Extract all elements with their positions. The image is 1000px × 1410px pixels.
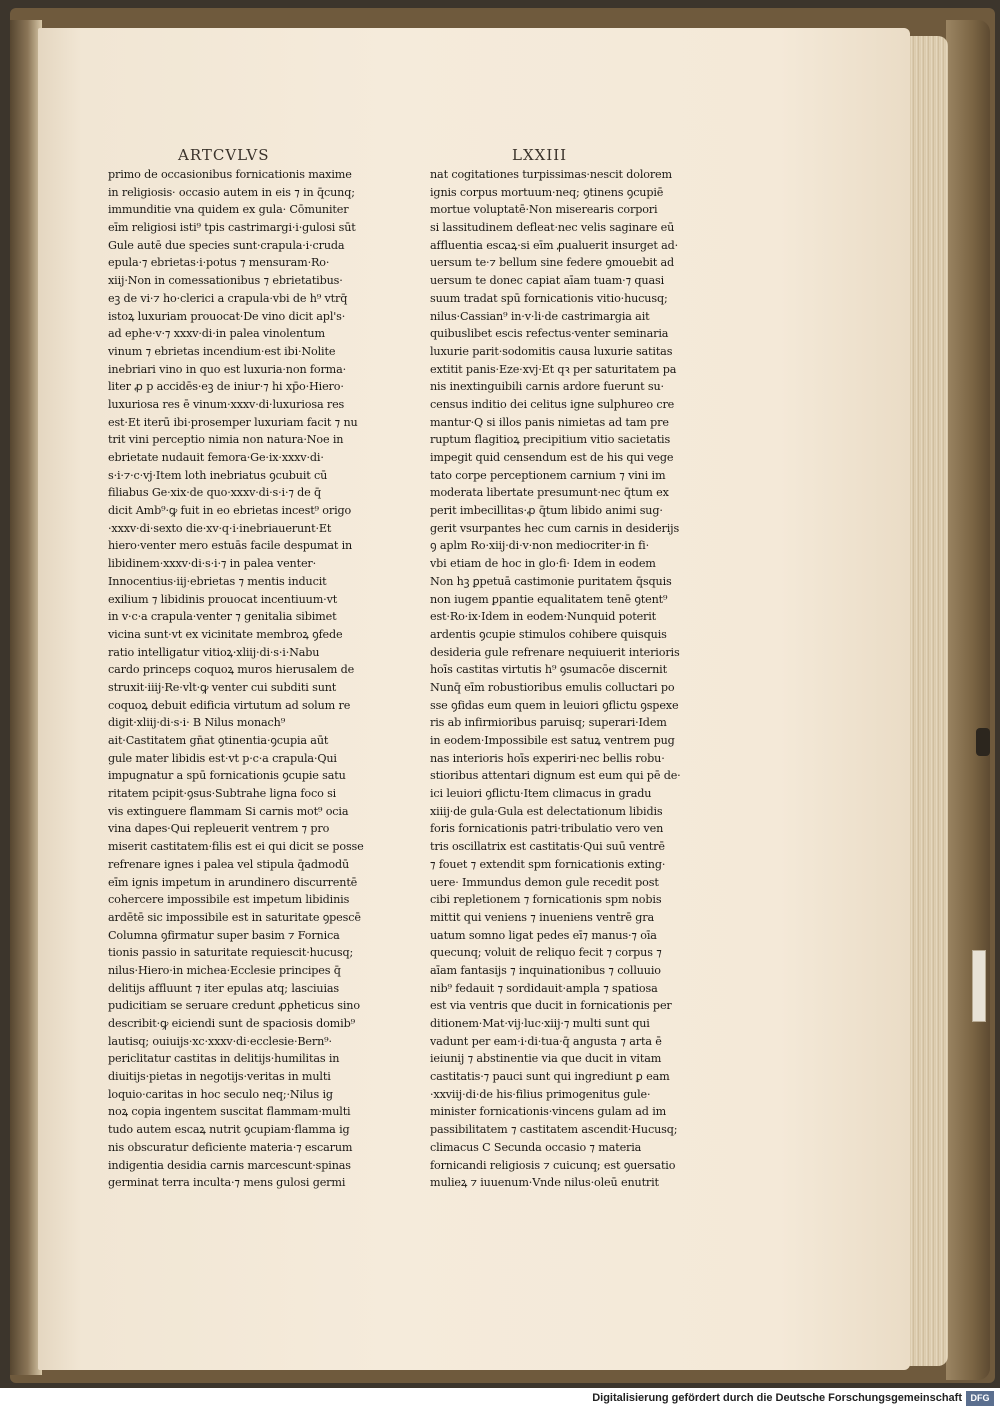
text-line: passibilitatem ⁊ castitatem ascendit·Hucusq; xyxy=(430,1123,678,1137)
text-line: ad ephe·v·⁊ xxxv·di·in palea vinolentum xyxy=(108,327,325,341)
text-line: liter ꝓ p accidēs·eꝫ de iniur·⁊ hi xp̄o·Hiero· xyxy=(108,380,344,394)
text-line: loquio·caritas in hoc seculo neq;·Nilus ig xyxy=(108,1087,333,1101)
text-line: extitit panis·Eze·xvj·Et qꝛ per saturitatem pa xyxy=(430,362,677,376)
text-line: uersum te·⁊ bellum sine federe ꝯmouebit ad xyxy=(430,256,675,270)
text-line: describit·ꝙ eiciendi sunt de spaciosis domib⁹ xyxy=(108,1017,355,1030)
text-line: exilium ⁊ libidinis prouocat incentiuum·vt xyxy=(108,592,338,606)
text-line: pudicitiam se seruare credunt ꝓpheticus sino xyxy=(108,999,360,1013)
text-line: ꝯ aplm Ro·xiij·di·v·non mediocriter·in fi· xyxy=(430,539,650,553)
text-line: miserit castitatem·filis est ei qui dicit se posse xyxy=(108,840,364,854)
text-line: ardētē sic impossibile est in saturitate ꝯpescē xyxy=(108,910,361,924)
text-column-left xyxy=(108,166,376,1192)
funding-note: Digitalisierung gefördert durch die Deutsche Forschungsgemeinschaft xyxy=(592,1392,962,1404)
text-line: nat cogitationes turpissimas·nescit dolorem xyxy=(430,168,672,181)
text-line: hiero·venter mero estuās facile despumat in xyxy=(108,539,353,553)
text-line: sse ꝯfidas eum quem in leuiori ꝯflictu ꝯspexe xyxy=(430,698,679,712)
text-line: xiij·Non in comessationibus ⁊ ebrietatibus· xyxy=(108,274,343,288)
text-line: uere· Immundus demon gule recedit post xyxy=(430,875,659,889)
text-line: ⁊ fouet ⁊ extendit spm fornicationis exting· xyxy=(430,857,666,871)
text-line: primo de occasionibus fornicationis maxime xyxy=(108,168,352,181)
text-line: est·Ro·ix·Idem in eodem·Nunquid poterit xyxy=(430,610,657,624)
text-line: desideria gule refrenare nequiuerit interioris xyxy=(430,645,680,659)
text-line: gule mater libidis est·vt p·c·a crapula·Qui xyxy=(108,751,337,765)
text-line: tionis passio in saturitate requiescit·hucusq; xyxy=(108,946,354,960)
text-line: Non hꝫ ꝑpetuā castimonie puritatem q̄squis xyxy=(430,574,672,588)
fore-edge-binding xyxy=(946,20,990,1380)
text-line: nis obscuratur deficiente materia·⁊ escarum xyxy=(108,1140,353,1154)
text-line: coquoꝝ debuit edificia virtutum ad solum re xyxy=(108,698,351,712)
text-line: vadunt per eam·i·di·tua·q̄ angusta ⁊ arta ē xyxy=(430,1034,662,1048)
text-line: noꝝ copia ingentem suscitat flammam·multi xyxy=(108,1105,351,1119)
text-line: est·Et iterū ibi·prosemper luxuriam facit ⁊ nu xyxy=(108,415,358,429)
text-line: refrenare ignes i palea vel stipula q̄admodū xyxy=(108,857,350,871)
running-head: ARTCVLVS xyxy=(178,146,270,164)
text-line: nib⁹ fedauit ⁊ sordidauit·ampla ⁊ spatiosa xyxy=(430,981,658,995)
text-line: ici leuiori ꝯflictu·Item climacus in gradu xyxy=(430,787,652,801)
text-line: ieiunij ⁊ abstinentie via que ducit in vitam xyxy=(430,1052,662,1066)
text-line: affluentia escaꝝ·si eīm ꝓualuerit insurget ad· xyxy=(430,238,679,252)
text-line: nis inextinguibili carnis ardore fuerunt su· xyxy=(430,380,664,394)
text-line: vinum ⁊ ebrietas incendium·est ibi·Nolite xyxy=(108,344,336,358)
text-line: digit·xliij·di·s·i· B Nilus monach⁹ xyxy=(108,716,286,730)
text-line: fornicandi religiosis ⁊ cuicunq; est ꝯuersatio xyxy=(430,1158,676,1172)
text-column-right xyxy=(430,166,692,1192)
text-line: tris oscillatrix est castitatis·Qui suū ventrē xyxy=(430,840,665,854)
text-line: tudo autem escaꝝ nutrit ꝯcupiam·flamma ig xyxy=(108,1123,350,1137)
text-line: census inditio dei celitus igne sulphureo cre xyxy=(430,397,675,411)
text-line: Columna ꝯfirmatur super basim ⁊ Fornica xyxy=(108,928,340,942)
text-line: germinat terra inculta·⁊ mens gulosi germi xyxy=(108,1176,346,1190)
footer-bar xyxy=(0,1388,1000,1410)
text-line: ditionem·Mat·vij·luc·xiij·⁊ multi sunt qui xyxy=(430,1017,650,1030)
text-line: gerit vsurpantes hec cum carnis in desiderijs xyxy=(430,521,680,535)
text-line: in eodem·Impossibile est satuꝝ ventrem pug xyxy=(430,734,675,747)
text-line: mittit qui veniens ⁊ inueniens ventrē gra xyxy=(430,910,654,924)
dfg-logo: DFG xyxy=(966,1391,994,1406)
text-line: mortue voluptatē·Non miserearis corpori xyxy=(430,203,658,217)
text-line: stioribus attentari dignum est eum qui pē de· xyxy=(430,769,681,783)
text-line: ebrietate nudauit femora·Ge·ix·xxxv·di· xyxy=(108,451,324,464)
text-line: vis extinguere flammam Si carnis mot⁹ ocia xyxy=(108,804,349,818)
text-line: libidinem·xxxv·di·s·i·⁊ in palea venter· xyxy=(108,557,317,571)
text-line: impugnatur a spū fornicationis ꝯcupie satu xyxy=(108,769,346,783)
text-line: s·i·⁊·c·vj·Item loth inebriatus ꝯcubuit cū xyxy=(108,468,328,482)
text-line: quecunq; voluit de reliquo fecit ⁊ corpus ⁊ xyxy=(430,946,662,960)
text-line: periclitatur castitas in delitijs·humilitas in xyxy=(108,1052,340,1066)
text-line: immunditie vna quidem ex gula· Cōmuniter xyxy=(108,203,349,217)
text-line: cohercere impossibile est impetum libidinis xyxy=(108,893,350,907)
text-line: perit imbecillitas·ꝓ q̄tum libido animi sug· xyxy=(430,504,663,518)
text-line: uatum somno ligat pedes eī⁊ manus·⁊ oīa xyxy=(430,928,657,942)
text-line: ·xxviij·di·de his·filius primogenitus gule· xyxy=(430,1087,651,1101)
text-line: eīm ignis impetum in arundinero discurrentē xyxy=(108,875,358,889)
text-line: trit vini perceptio nimia non natura·Noe in xyxy=(108,433,344,447)
text-line: vina dapes·Qui repleuerit ventrem ⁊ pro xyxy=(108,822,330,836)
text-line: ardentis ꝯcupie stimulos cohibere quisquis xyxy=(430,627,667,641)
text-line: ait·Castitatem gn̄at ꝯtinentia·ꝯcupia aūt xyxy=(108,734,329,747)
bookmark-tab xyxy=(972,950,986,1022)
text-line: lautisq; ouiuijs·xc·xxxv·di·ecclesie·Bern⁹· xyxy=(108,1034,332,1048)
text-line: xiiij·de gula·Gula est delectationum libidis xyxy=(430,804,663,818)
text-line: delitijs affluunt ⁊ iter epulas atq; lasciuias xyxy=(108,981,340,995)
text-line: tato corpe perceptionem carnium ⁊ vini im xyxy=(430,468,666,482)
text-line: dicit Amb⁹·ꝙ fuit in eo ebrietas incest⁹ origo xyxy=(108,504,352,518)
text-line: Nunq̄ eīm robustioribus emulis colluctari po xyxy=(430,680,675,694)
text-line: Innocentius·iij·ebrietas ⁊ mentis inducit xyxy=(108,574,327,588)
text-line: struxit·iiij·Re·vlt·ꝙ venter cui subditi sunt xyxy=(108,680,337,694)
text-line: ruptum flagitioꝝ precipitium vitio sacietatis xyxy=(430,433,671,447)
text-line: in v·c·a crapula·venter ⁊ genitalia sibimet xyxy=(108,610,337,624)
text-line: Gule autē due species sunt·crapula·i·cruda xyxy=(108,238,345,252)
text-line: vicina sunt·vt ex vicinitate membroꝝ ꝯfede xyxy=(108,627,343,641)
text-line: hoīs castitas virtutis h⁹ ꝯsumacōe discernit xyxy=(430,663,667,677)
text-line: minister fornicationis·vincens gulam ad im xyxy=(430,1105,667,1119)
text-line: filiabus Ge·xix·de quo·xxxv·di·s·i·⁊ de q̄ xyxy=(108,486,322,500)
text-line: eīm religiosi isti⁹ tpis castrimargi·i·gulosi sūt xyxy=(108,221,356,235)
text-line: ·xxxv·di·sexto die·xv·q·i·inebriauerunt·Et xyxy=(108,521,332,535)
text-line: nas interioris hoīs experiri·nec bellis robu· xyxy=(430,751,665,765)
text-line: climacus C Secunda occasio ⁊ materia xyxy=(430,1140,642,1154)
text-line: vbi etiam de hoc in glo·fi· Idem in eodem xyxy=(430,557,656,571)
text-line: ris ab infirmioribus paruisq; superari·Idem xyxy=(430,716,667,730)
folio-number: LXXIII xyxy=(512,146,568,164)
text-line: ratio intelligatur vitioꝝ·xliij·di·s·i·Nabu xyxy=(108,645,320,659)
text-line: istoꝝ luxuriam prouocat·De vino dicit apl's· xyxy=(108,309,346,323)
text-line: quibuslibet escis refectus·venter seminaria xyxy=(430,327,669,341)
clasp-icon xyxy=(976,728,990,756)
text-line: foris fornicationis patri·tribulatio vero ven xyxy=(430,822,664,836)
text-line: moderata libertate presumunt·nec q̄tum ex xyxy=(430,486,669,500)
text-line: epula·⁊ ebrietas·i·potus ⁊ mensuram·Ro· xyxy=(108,256,330,270)
text-line: impegit quid censendum est de his qui vege xyxy=(430,451,674,464)
text-line: uersum te donec capiat aīam tuam·⁊ quasi xyxy=(430,274,664,288)
text-line: nilus·Hiero·in michea·Ecclesie principes q̄ xyxy=(108,963,341,977)
text-line: indigentia desidia carnis marcescunt·spinas xyxy=(108,1158,351,1172)
text-line: suum tradat spū fornicationis vitio·hucusq; xyxy=(430,291,668,305)
text-line: mulieꝝ ⁊ iuuenum·Vnde nilus·oleū enutrit xyxy=(430,1176,659,1190)
text-line: eꝫ de vi·⁊ ho·clerici a crapula·vbi de h⁹ vtrq̄ xyxy=(108,291,348,305)
text-line: ritatem pcipit·ꝯsus·Subtrahe ligna foco si xyxy=(108,787,337,801)
text-line: mantur·Q si illos panis nimietas ad tam pre xyxy=(430,415,669,429)
text-line: inebriari vino in quo est luxuria·non forma· xyxy=(108,362,347,376)
text-line: luxuriosa res ē vinum·xxxv·di·luxuriosa res xyxy=(108,397,345,411)
text-line: ignis corpus mortuum·neq; ꝯtinens ꝯcupiē xyxy=(430,185,664,199)
text-line: non iugem ꝑpantie equalitatem tenē ꝯtent⁹ xyxy=(430,592,668,606)
text-line: diuitijs·pietas in negotijs·veritas in multi xyxy=(108,1070,331,1084)
text-line: luxurie parit·sodomitis causa luxurie satitas xyxy=(430,344,673,358)
text-line: si lassitudinem defleat·nec velis saginare eū xyxy=(430,221,675,235)
text-line: in religiosis· occasio autem in eis ⁊ in q̄cunq; xyxy=(108,185,355,199)
text-line: cibi repletionem ⁊ fornicationis spm nobis xyxy=(430,893,662,907)
text-line: cardo princeps coquoꝝ muros hierusalem de xyxy=(108,663,355,677)
text-line: aīam fantasijs ⁊ inquinationibus ⁊ colluuio xyxy=(430,963,661,977)
text-line: castitatis·⁊ pauci sunt qui ingrediunt ꝑ eam xyxy=(430,1070,670,1084)
text-line: nilus·Cassian⁹ in·v·li·de castrimargia ait xyxy=(430,309,650,323)
text-line: est via ventris que ducit in fornicationis per xyxy=(430,999,672,1013)
